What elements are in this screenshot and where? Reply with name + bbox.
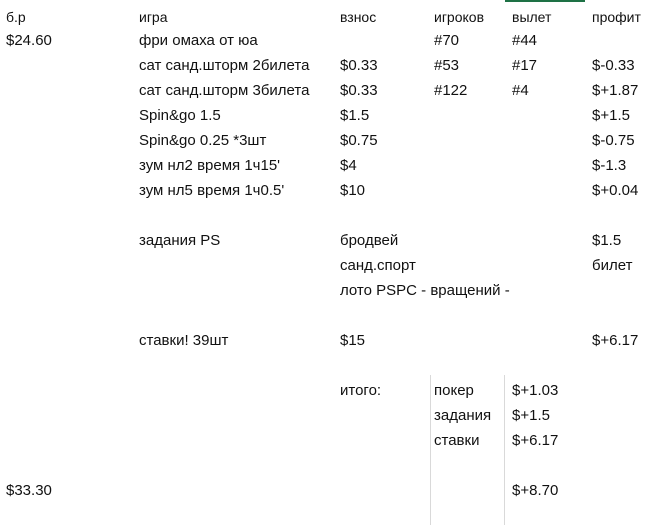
game-cell[interactable]: зум нл5 время 1ч0.5' (139, 182, 285, 199)
totals-row (0, 429, 658, 453)
bets-profit[interactable]: $+6.17 (592, 332, 639, 349)
players-cell[interactable]: #70 (434, 32, 460, 49)
task-item[interactable]: санд.спорт (340, 257, 416, 274)
tasks-ticket[interactable]: билет (592, 257, 633, 274)
table-row (0, 54, 658, 78)
profit-cell[interactable]: $+0.04 (592, 182, 639, 199)
players-cell[interactable]: #53 (434, 57, 460, 74)
table-row (0, 104, 658, 128)
game-cell[interactable]: сат санд.шторм 2билета (139, 57, 310, 74)
profit-cell[interactable]: $-1.3 (592, 157, 627, 174)
game-cell[interactable]: сат санд.шторм 3билета (139, 82, 310, 99)
header-fee[interactable]: взнос (340, 9, 377, 25)
fee-cell[interactable]: $0.33 (340, 82, 378, 99)
final-profit[interactable]: $+8.70 (512, 482, 559, 499)
out-cell[interactable]: #17 (512, 57, 538, 74)
tasks-row (0, 279, 658, 303)
total-value[interactable]: $+6.17 (512, 432, 559, 449)
selected-cell-indicator (505, 0, 585, 2)
totals-label[interactable]: итого: (340, 382, 382, 399)
bets-fee[interactable]: $15 (340, 332, 366, 349)
total-name[interactable]: задания (434, 407, 492, 424)
table-row (0, 129, 658, 153)
header-row (0, 5, 658, 29)
final-row (0, 479, 658, 503)
table-row (0, 179, 658, 203)
bets-label[interactable]: ставки! 39шт (139, 332, 229, 349)
bets-row (0, 329, 658, 353)
players-cell[interactable]: #122 (434, 82, 468, 99)
tasks-row (0, 254, 658, 278)
profit-cell[interactable]: $-0.75 (592, 132, 635, 149)
totals-row (0, 379, 658, 403)
tasks-row (0, 229, 658, 253)
out-cell[interactable]: #44 (512, 32, 538, 49)
game-cell[interactable]: зум нл2 время 1ч15' (139, 157, 281, 174)
total-name[interactable]: ставки (434, 432, 480, 449)
fee-cell[interactable]: $1.5 (340, 107, 370, 124)
profit-cell[interactable]: $+1.5 (592, 107, 630, 124)
total-value[interactable]: $+1.5 (512, 407, 550, 424)
game-cell[interactable]: Spin&go 1.5 (139, 107, 221, 124)
header-game[interactable]: игра (139, 9, 168, 25)
table-row (0, 29, 658, 53)
fee-cell[interactable]: $0.75 (340, 132, 378, 149)
header-players[interactable]: игроков (434, 9, 485, 25)
header-profit[interactable]: профит (592, 9, 641, 25)
fee-cell[interactable]: $10 (340, 182, 366, 199)
tasks-label[interactable]: задания PS (139, 232, 221, 249)
total-name[interactable]: покер (434, 382, 474, 399)
bankroll-cell[interactable]: $24.60 (6, 32, 52, 49)
final-bankroll[interactable]: $33.30 (6, 482, 52, 499)
profit-cell[interactable]: $-0.33 (592, 57, 635, 74)
total-value[interactable]: $+1.03 (512, 382, 559, 399)
header-bankroll[interactable]: б.р (6, 9, 26, 25)
profit-cell[interactable]: $+1.87 (592, 82, 639, 99)
out-cell[interactable]: #4 (512, 82, 529, 99)
tasks-profit[interactable]: $1.5 (592, 232, 622, 249)
table-row (0, 79, 658, 103)
header-out[interactable]: вылет (512, 9, 552, 25)
fee-cell[interactable]: $0.33 (340, 57, 378, 74)
game-cell[interactable]: фри омаха от юа (139, 32, 258, 49)
task-item[interactable]: лото PSPC - вращений - (340, 282, 510, 299)
totals-row (0, 404, 658, 428)
fee-cell[interactable]: $4 (340, 157, 357, 174)
game-cell[interactable]: Spin&go 0.25 *3шт (139, 132, 267, 149)
task-item[interactable]: бродвей (340, 232, 399, 249)
table-row (0, 154, 658, 178)
